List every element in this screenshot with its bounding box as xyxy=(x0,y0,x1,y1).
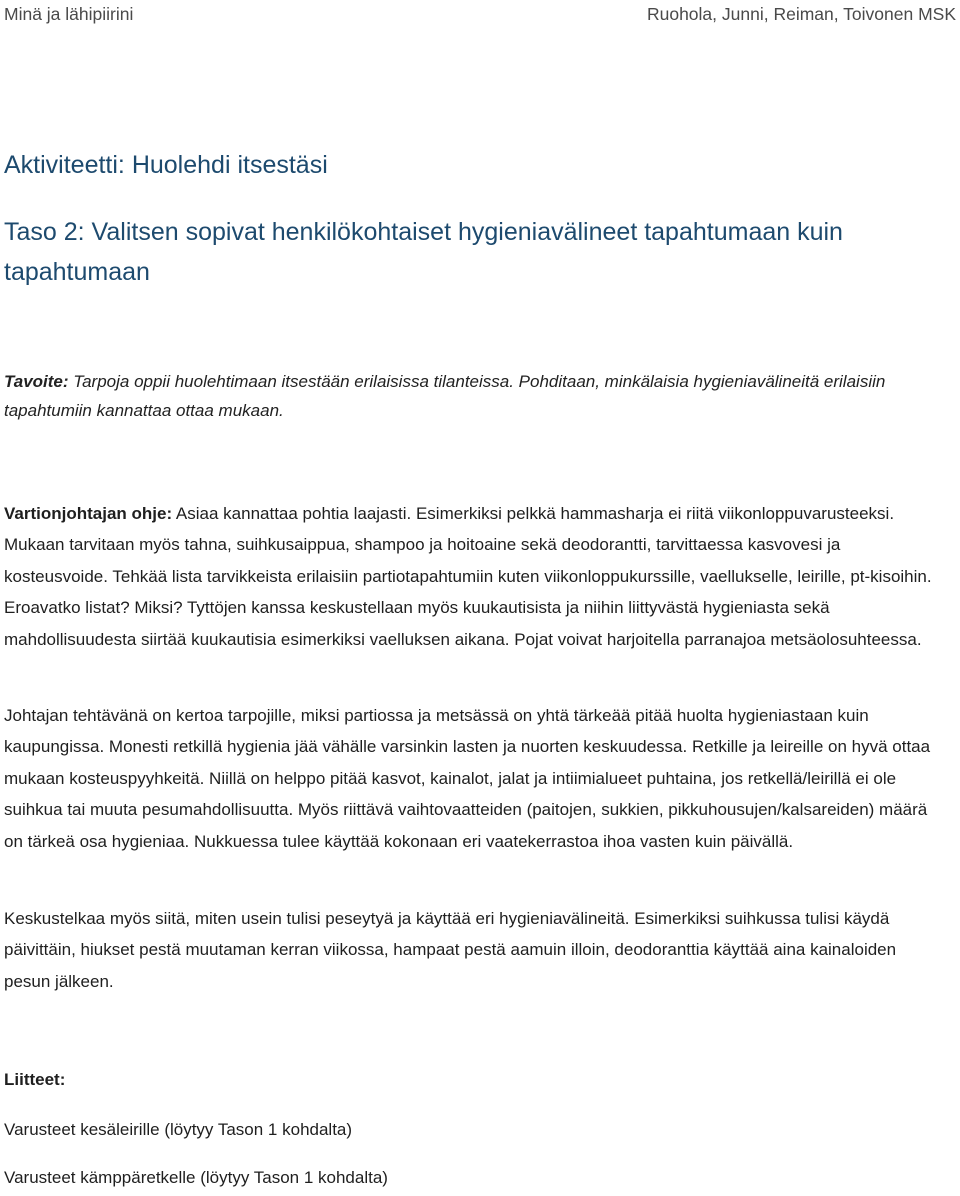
header-left-text: Minä ja lähipiirini xyxy=(4,3,134,24)
goal-paragraph xyxy=(4,367,934,425)
instruction-label: Vartionjohtajan ohje: xyxy=(4,504,173,523)
activity-title: Aktiviteetti: Huolehdi itsestäsi xyxy=(4,151,328,179)
level-title: Taso 2: Valitsen sopivat henkilökohtaiset hygieniavälineet tapahtumaan kuin tapahtumaan xyxy=(4,218,843,286)
goal-label: Tavoite: xyxy=(4,372,69,391)
discussion-paragraph: Keskustelkaa myös siitä, miten usein tulisi peseytyä ja käyttää eri hygieniavälineitä. Esimerkiksi suihkussa tulisi käydä päivittäin, hiukset pestä muutaman kerran viikossa, hampaat pestä aamuin illoin, deodoranttia käyttää aina kainaloiden pesun jälkeen. xyxy=(4,909,897,991)
attachments-title: Liitteet: xyxy=(4,1070,66,1089)
attachment-item: Varusteet kämppäretkelle (löytyy Tason 1 kohdalta) xyxy=(4,1168,388,1187)
leader-instruction-paragraph xyxy=(4,498,940,655)
instruction-text: Asiaa kannattaa pohtia laajasti. Esimerkiksi pelkkä hammasharja ei riitä viikonloppuvarusteeksi. Mukaan tarvitaan myös tahna, suihkusaippua, shampoo ja hoitoaine sekä deodorantti, tarvittaessa kasvovesi ja kosteusvoide. Tehkää lista tarvikkeista erilaisiin partiotapahtumiin kuten viikonloppukurssille, vaellukselle, leirille, pt-kisoihin. Eroavatko listat? Miksi? Tyttöjen kanssa keskustellaan myös kuukautisista ja niihin liittyvästä hygieniasta sekä mahdollisuudesta siirtää kuukautisia esimerkiksi vaelluksen aikana. Pojat voivat harjoitella parranajoa metsäolosuhteessa. xyxy=(4,504,932,649)
header-authors: Ruohola, Junni, Reiman, Toivonen MSK xyxy=(646,3,956,24)
goal-text: Tarpoja oppii huolehtimaan itsestään erilaisissa tilanteissa. Pohditaan, minkälaisia hygieniavälineitä erilaisiin tapahtumiin kannattaa ottaa mukaan. xyxy=(4,372,886,420)
page-header xyxy=(4,2,956,26)
attachment-item: Varusteet kesäleirille (löytyy Tason 1 kohdalta) xyxy=(4,1120,353,1139)
leader-task-paragraph: Johtajan tehtävänä on kertoa tarpojille, miksi partiossa ja metsässä on yhtä tärkeää pitää huolta hygieniastaan kuin kaupungissa. Monesti retkillä hygienia jää vähälle varsinkin lasten ja nuorten keskuudessa. Retkille ja leireille on hyvä ottaa mukaan kosteuspyyhkeitä. Niillä on helppo pitää kasvot, kainalot, jalat ja intiimialueet puhtaina, jos retkellä/leirillä ei ole suihkua tai muuta pesumahdollisuutta. Myös riittävä vaihtovaatteiden (paitojen, sukkien, pikkuhousujen/kalsareiden) määrä on tärkeä osa hygieniaa. Nukkuessa tulee käyttää kokonaan eri vaatekerrastoa ihoa vasten kuin päivällä. xyxy=(4,706,931,851)
